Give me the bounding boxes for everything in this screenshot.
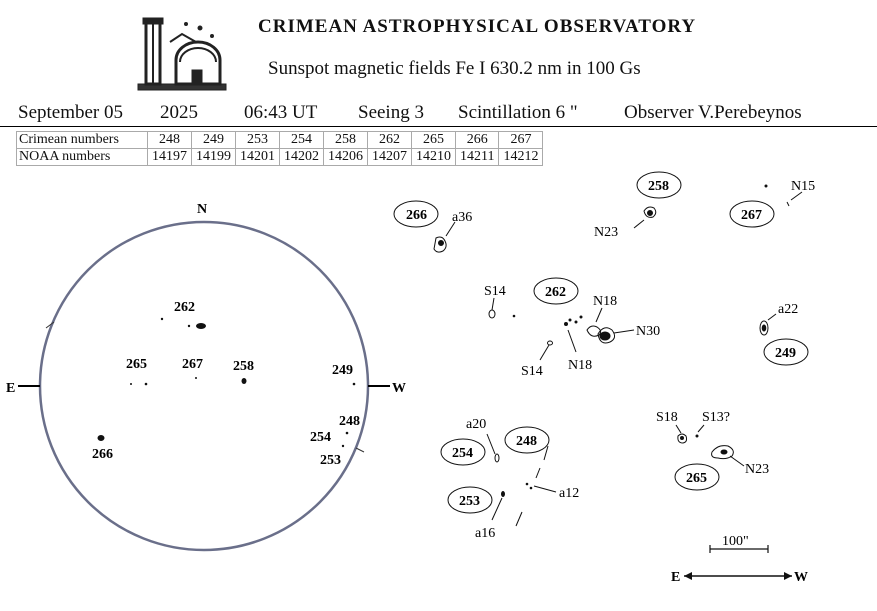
detail-label-n23b: N23 — [745, 462, 770, 477]
disk-spots — [98, 318, 356, 447]
detail-label-n18b: N18 — [568, 358, 593, 373]
spot-outline — [489, 310, 495, 318]
detail-label-254: 254 — [452, 446, 473, 461]
leader-line — [487, 434, 495, 454]
leader-line — [730, 456, 744, 466]
table-cell: 262 — [368, 132, 412, 149]
row-label-crimean: Crimean numbers — [17, 132, 148, 149]
table-cell: 14202 — [280, 149, 324, 166]
detail-label-a12: a12 — [559, 486, 580, 501]
table-cell: 14199 — [192, 149, 236, 166]
spot — [513, 315, 515, 317]
page-subtitle: Sunspot magnetic fields Fe I 630.2 nm in 100 Gs — [268, 58, 641, 79]
spot-core — [439, 241, 444, 246]
spot-core — [681, 437, 684, 440]
leader-line — [634, 220, 644, 228]
disk-region-266: 266 — [92, 447, 113, 462]
obs-year: 2025 — [160, 102, 198, 123]
leader-line — [492, 498, 502, 520]
detail-label-a36: a36 — [452, 210, 473, 225]
spot-core — [648, 211, 653, 216]
orientation-west: W — [794, 570, 808, 585]
table-cell: 14207 — [368, 149, 412, 166]
spot — [195, 377, 197, 379]
detail-label-a20: a20 — [466, 417, 487, 432]
leader-line — [568, 330, 576, 352]
spot — [161, 318, 163, 320]
leader-line — [698, 425, 704, 432]
leader-line — [596, 308, 602, 322]
detail-label-s13: S13? — [702, 410, 730, 425]
spot — [565, 323, 568, 326]
spot — [145, 383, 148, 386]
detail-label-249: 249 — [775, 346, 796, 361]
detail-label-n23a: N23 — [594, 225, 619, 240]
spot — [242, 378, 247, 384]
detail-label-s18: S18 — [656, 410, 678, 425]
spot — [130, 383, 132, 385]
detail-label-n15: N15 — [791, 179, 816, 194]
table-cell: 253 — [236, 132, 280, 149]
leader-line — [540, 345, 549, 360]
spot-outline — [548, 341, 553, 345]
spot — [787, 202, 789, 206]
disk-region-253: 253 — [320, 453, 341, 468]
spot — [575, 321, 577, 323]
disk-region-249: 249 — [332, 363, 353, 378]
detail-label-248: 248 — [516, 434, 537, 449]
table-cell: 14211 — [456, 149, 499, 166]
detail-label-266: 266 — [406, 208, 427, 223]
spot-streak — [536, 468, 540, 478]
detail-label-n18a: N18 — [593, 294, 618, 309]
disk-region-258: 258 — [233, 359, 254, 374]
scale-label: 100" — [722, 534, 749, 549]
table-cell: 258 — [324, 132, 368, 149]
detail-label-253: 253 — [459, 494, 480, 509]
spot — [346, 432, 349, 435]
scale-bar — [710, 534, 768, 553]
detail-label-267: 267 — [741, 208, 762, 223]
table-cell: 254 — [280, 132, 324, 149]
spot — [580, 316, 582, 318]
row-label-noaa: NOAA numbers — [17, 149, 148, 166]
disk-west-label: W — [392, 381, 406, 396]
table-cell: 266 — [456, 132, 499, 149]
detail-label-258: 258 — [648, 179, 669, 194]
disk-region-248: 248 — [339, 414, 360, 429]
spot — [353, 383, 356, 386]
arrow-right-head — [784, 572, 792, 580]
spot — [188, 325, 190, 327]
spot — [526, 483, 528, 485]
table-cell: 14206 — [324, 149, 368, 166]
table-cell: 249 — [192, 132, 236, 149]
table-cell: 14201 — [236, 149, 280, 166]
limb-tick — [356, 448, 364, 452]
spot-core — [600, 332, 610, 340]
spot — [569, 319, 571, 321]
spot — [98, 435, 105, 441]
orientation-east: E — [671, 570, 681, 585]
leader-line — [534, 486, 556, 492]
detail-label-a16: a16 — [475, 526, 496, 541]
detail-label-a22: a22 — [778, 302, 799, 317]
spot-cluster — [565, 316, 583, 326]
leader-line — [614, 330, 634, 333]
solar-limb — [40, 222, 368, 550]
disk-region-262: 262 — [174, 300, 195, 315]
orientation-arrow — [671, 570, 808, 585]
table-cell: 265 — [412, 132, 456, 149]
obs-seeing: Seeing 3 — [358, 102, 424, 123]
obs-observer: Observer V.Perebeynos — [624, 102, 802, 123]
leader-line — [492, 298, 494, 310]
disk-region-267: 267 — [182, 357, 203, 372]
solar-disk — [6, 202, 406, 550]
page-title: CRIMEAN ASTROPHYSICAL OBSERVATORY — [258, 16, 697, 37]
arrow-left-head — [684, 572, 692, 580]
table-cell: 14210 — [412, 149, 456, 166]
obs-time: 06:43 UT — [244, 102, 318, 123]
leader-line — [768, 314, 776, 320]
table-cell: 248 — [148, 132, 192, 149]
disk-region-265: 265 — [126, 357, 147, 372]
detail-label-n30: N30 — [636, 324, 661, 339]
spot — [765, 185, 767, 187]
spot-core — [762, 325, 766, 331]
detail-label-s14a: S14 — [484, 284, 506, 299]
table-cell: 267 — [499, 132, 543, 149]
obs-date: September 05 — [18, 102, 124, 123]
spot-core — [721, 450, 727, 454]
leader-line — [676, 425, 681, 433]
spot-streak — [516, 512, 522, 526]
disk-north-label: N — [197, 202, 208, 217]
obs-scintillation: Scintillation 6 " — [458, 102, 578, 123]
detail-label-265: 265 — [686, 471, 707, 486]
table-cell: 14212 — [499, 149, 543, 166]
spot — [696, 435, 698, 437]
disk-east-label: E — [6, 381, 16, 396]
spot-outline — [495, 454, 499, 462]
table-cell: 14197 — [148, 149, 192, 166]
spot — [342, 445, 344, 447]
spot — [530, 487, 532, 489]
detail-label-262: 262 — [545, 285, 566, 300]
spot — [196, 323, 206, 329]
spot — [502, 492, 505, 497]
detail-label-s14b: S14 — [521, 364, 543, 379]
disk-region-254: 254 — [310, 430, 331, 445]
